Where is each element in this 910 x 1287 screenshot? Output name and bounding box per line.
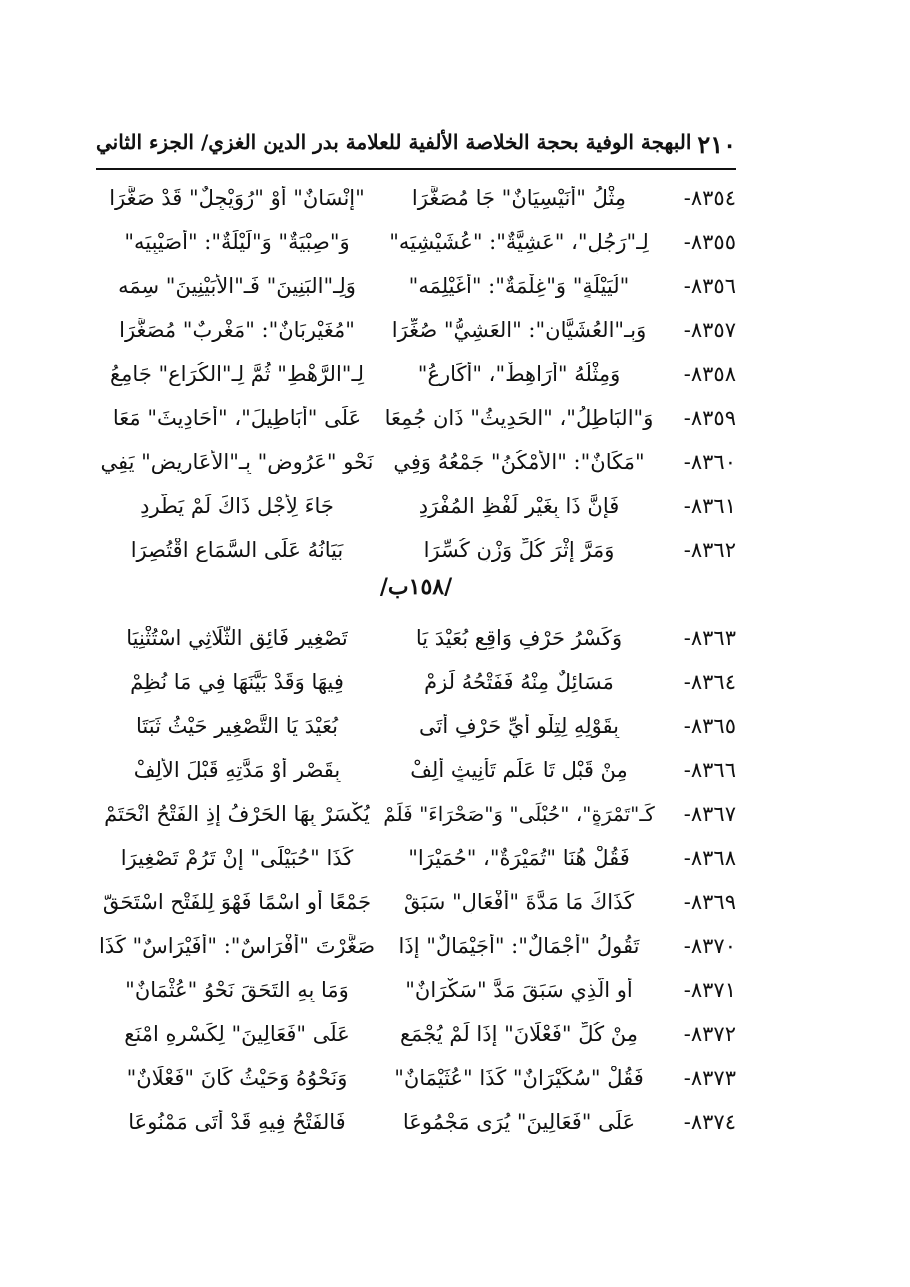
verse-line <box>96 880 736 924</box>
verse-second-hemistich: وَمَا بِهِ التَحَقَ نَحْوُ "عُثْمَانٌ" <box>125 978 349 1002</box>
verse-second-hemistich: نَحْوِ "عَرُوضٍ" بِـ"الأَعَارِيضِ" يَفِي <box>100 450 374 474</box>
verse-second-hemistich: بِقَصْرٍ أَوْ مَدَّتِهِ قَبْلَ الأَلِفْ <box>133 758 341 782</box>
verse-number: ٨٣٥٥- <box>683 230 736 254</box>
verse-number: ٨٣٦٠- <box>683 450 736 474</box>
verse-list-bottom <box>96 616 736 1144</box>
verse-second-hemistich: جَاءَ لِأَجْلِ ذَاكَ لَمْ يَطَّرِدِ <box>140 494 334 518</box>
verse-second-hemistich: وَلِـ"البَنِينَ" فَـ"الأُبَيْنِينَ" سِمَه <box>118 274 356 298</box>
verse-number: ٨٣٦٨- <box>683 846 736 870</box>
verse-number: ٨٣٥٩- <box>683 406 736 430</box>
verse-line <box>96 308 736 352</box>
verse-line <box>96 352 736 396</box>
verse-first-hemistich: وَمِثْلُهُ "أَرَاهِطٌ"، "أَكَارِعُ" <box>417 362 621 386</box>
verse-first-hemistich: "لُيَيْلَةٍ" وَ"غِلْمَةٌ": "أُغَيْلِمَه" <box>408 274 630 298</box>
verse-line <box>96 836 736 880</box>
verse-second-hemistich: وَنَحْوُهُ وَحَيْثُ كَانَ "فَعْلَانٌ" <box>126 1066 348 1090</box>
verse-number: ٨٣٧١- <box>683 978 736 1002</box>
verse-line <box>96 484 736 528</box>
verse-line <box>96 616 736 660</box>
verse-second-hemistich: فَالفَتْحُ فِيهِ قَدْ أَتَى مَمْنُوعَا <box>128 1110 346 1134</box>
header-rule <box>96 168 736 170</box>
verse-first-hemistich: وَبِـ"العُشَيَّانِ": "العَشِيُّ" صُغِّرَا <box>391 318 647 342</box>
verse-second-hemistich: تَصْغِيرِ فَائِقِ الثُّلَاثِي اسْتُثْنِيَا <box>126 626 348 650</box>
verse-number: ٨٣٦١- <box>683 494 736 518</box>
verse-line <box>96 924 736 968</box>
page-number: ٢١٠ <box>697 130 736 159</box>
verse-line <box>96 440 736 484</box>
verse-second-hemistich: بُعَيْدَ يَا التَّصْغِيرِ حَيْثُ ثَبَتَا <box>136 714 338 738</box>
folio-marker: /١٥٨ب/ <box>379 574 453 600</box>
verse-second-hemistich: "مُغَيْرِبَانٌ": "مَغْرِبٌ" مُصَغَّرَا <box>119 318 355 342</box>
verse-number: ٨٣٧٣- <box>683 1066 736 1090</box>
verse-line <box>96 1056 736 1100</box>
verse-number: ٨٣٧٢- <box>683 1022 736 1046</box>
verse-first-hemistich: تَقُولُ "أَجْمَالٌ": "أُجَيْمَالٌ" إِذَا <box>398 934 640 958</box>
verse-line <box>96 1100 736 1144</box>
verse-number: ٨٣٥٧- <box>683 318 736 342</box>
verse-second-hemistich: فِيهَا وَقَدْ بَيَّنَهَا فِي مَا نُظِمْ <box>130 670 344 694</box>
verse-second-hemistich: "إِنْسَانٌ" أَوْ "رُوَيْجِلٌ" قَدْ صَغَّرَا <box>109 186 365 210</box>
verse-first-hemistich: كَذَاكَ مَا مَدَّةَ "أَفْعَالٍ" سَبَقْ <box>403 890 635 914</box>
verse-first-hemistich: فَقُلْ هُنَا "تُمَيْرَةٌ"، "حُمَيْرَا" <box>408 846 630 870</box>
verse-first-hemistich: وَمَرَّ إِثْرَ كُلِّ وَزْنٍ كُسِّرَا <box>423 538 615 562</box>
verse-number: ٨٣٥٦- <box>683 274 736 298</box>
verse-line <box>96 396 736 440</box>
verse-second-hemistich: وَ"صِبْيَةٌ" وَ"لَيْلَةٌ": "أُصَيْبِيَه" <box>124 230 350 254</box>
verse-line <box>96 968 736 1012</box>
verse-second-hemistich: جَمْعًا أَوِ اسْمًا فَهْوَ لِلفَتْحِ اسْتَحَقّ <box>102 890 372 914</box>
verse-line <box>96 792 736 836</box>
verse-number: ٨٣٦٣- <box>683 626 736 650</box>
verse-line <box>96 528 736 572</box>
verse-number: ٨٣٦٦- <box>683 758 736 782</box>
verse-line <box>96 748 736 792</box>
verse-first-hemistich: فَإِنَّ ذَا بِغَيْرِ لَفْظِ المُفْرَدِ <box>418 494 620 518</box>
verse-first-hemistich: كَـ"تَمْرَةٍ"، "حُبْلَى" وَ"صَحْرَاءَ" فَلَمْ <box>383 802 655 826</box>
verse-list-top <box>96 176 736 572</box>
verse-first-hemistich: "مَكَانٌ": "الأَمْكُنُ" جَمْعُهُ وَفِي <box>393 450 645 474</box>
page-header <box>96 128 736 168</box>
verse-line <box>96 660 736 704</box>
verse-number: ٨٣٧٠- <box>683 934 736 958</box>
verse-line <box>96 1012 736 1056</box>
verse-second-hemistich: بَيَانُهُ عَلَى السَّمَاعِ اقْتُصِرَا <box>130 538 344 562</box>
verse-number: ٨٣٦٥- <box>683 714 736 738</box>
verse-number: ٨٣٦٤- <box>683 670 736 694</box>
verse-number: ٨٣٥٤- <box>683 186 736 210</box>
verse-first-hemistich: عَلَى "فَعَالِينَ" يُرَى مَجْمُوعَا <box>402 1110 636 1134</box>
verse-first-hemistich: مِنْ كُلِّ "فَعْلَانَ" إِذَا لَمْ يُجْمَعِ <box>399 1022 639 1046</box>
verse-first-hemistich: مِثْلُ "أُنَيْسِيَانٌ" جَا مُصَغَّرَا <box>411 186 627 210</box>
verse-second-hemistich: كَذَا "حُبَيْلَى" إِنْ تَرُمْ تَصْغِيرَا <box>120 846 354 870</box>
verse-second-hemistich: يُكْسَرْ بِهَا الحَرْفُ إِذِ الفَتْحُ انْحَتَمْ <box>104 802 370 826</box>
verse-line <box>96 264 736 308</box>
running-title: البهجة الوفية بحجة الخلاصة الألفية للعلامة بدر الدين الغزي/ الجزء الثاني <box>96 130 692 154</box>
verse-first-hemistich: مَسَائِلٌ مِنْهُ فَفَتْحُهُ لَزِمْ <box>424 670 614 694</box>
verse-first-hemistich: لِـ"رَجُلٍ"، "عَشِيَّةٌ": "عُشَيْشِيَه" <box>389 230 649 254</box>
verse-line <box>96 704 736 748</box>
verse-first-hemistich: وَكَسْرُ حَرْفٍ وَاقِعٍ بُعَيْدَ يَا <box>415 626 623 650</box>
verse-first-hemistich: أَوِ الَّذِي سَبَقَ مَدَّ "سَكْرَانٌ" <box>405 978 633 1002</box>
verse-number: ٨٣٥٨- <box>683 362 736 386</box>
verse-line <box>96 176 736 220</box>
verse-line <box>96 220 736 264</box>
verse-first-hemistich: فَقُلْ "سُكَيْرَانٌ" كَذَا "عُثَيْمَانٌ" <box>394 1066 644 1090</box>
verse-first-hemistich: وَ"البَاطِلُ"، "الحَدِيثُ" ذَانِ جُمِعَا <box>384 406 654 430</box>
verse-second-hemistich: لِـ"الرَّهْطِ" ثُمَّ لِـ"الكُرَاعِ" جَامِعُ <box>110 362 364 386</box>
verse-number: ٨٣٦٢- <box>683 538 736 562</box>
verse-first-hemistich: مِنْ قَبْلِ تَا عَلَمِ تَأْنِيثٍ أَلِفْ <box>410 758 628 782</box>
verse-second-hemistich: صَغَّرْتَ "أَفْرَاسٌ": "أُفَيْرَاسٌ" كَذَا <box>98 934 376 958</box>
verse-second-hemistich: عَلَى "فَعَالِينَ" لِكَسْرِهِ امْنَعِ <box>124 1022 350 1046</box>
verse-number: ٨٣٧٤- <box>683 1110 736 1134</box>
verse-first-hemistich: بِقَوْلِهِ لِتِلْوِ أَيِّ حَرْفٍ أَتَى <box>418 714 619 738</box>
verse-number: ٨٣٦٧- <box>683 802 736 826</box>
verse-number: ٨٣٦٩- <box>683 890 736 914</box>
verse-second-hemistich: عَلَى "أَبَاطِيلَ"، "أَحَادِيثَ" مَعَا <box>112 406 362 430</box>
